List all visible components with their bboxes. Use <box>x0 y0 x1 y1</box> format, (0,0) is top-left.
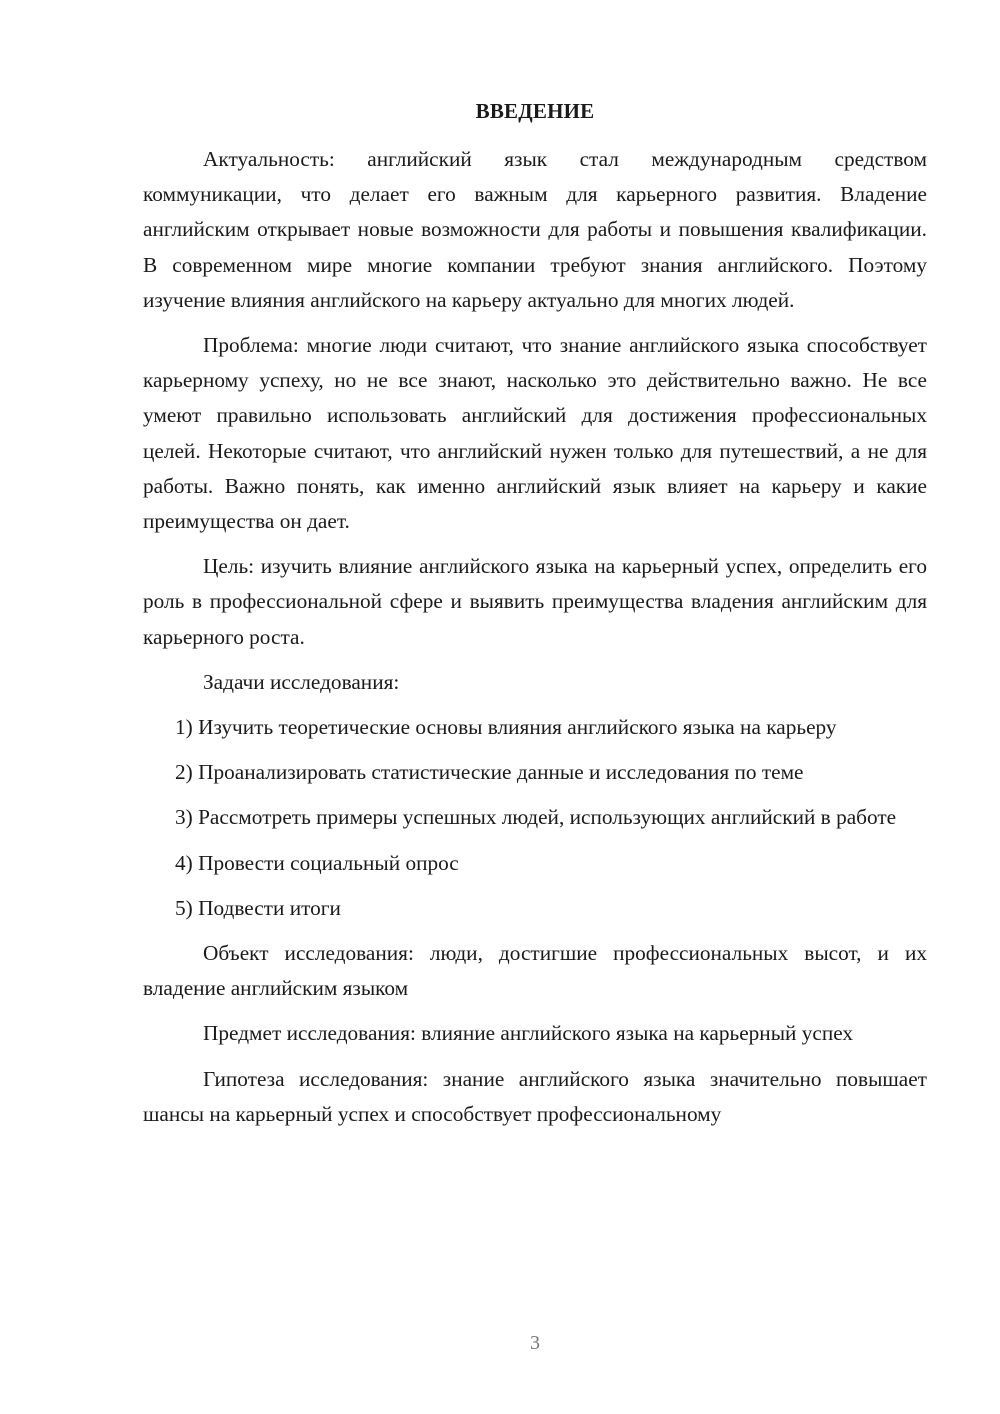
task-item: 5) Подвести итоги <box>175 895 341 920</box>
tasks-heading: Задачи исследования: <box>203 669 400 694</box>
paragraph-goal: Цель: изучить влияние английского языка на карьерный успех, определить его роль в профессиональной сфере и выявить преимущества владения английским для карьерного роста. <box>143 554 927 649</box>
paragraph-hypothesis: Гипотеза исследования: знание английского языка значительно повышает шансы на карьерный успех и способствует профессиональному <box>143 1066 927 1126</box>
paragraph-object: Объект исследования: люди, достигшие профессиональных высот, и их владение английским языком <box>143 941 927 1001</box>
paragraph-subject: Предмет исследования: влияние английского языка на карьерный успех <box>203 1021 854 1046</box>
task-item: 2) Проанализировать статистические данные и исследования по теме <box>175 760 804 785</box>
page-number: 3 <box>530 1332 540 1354</box>
paragraph-relevance: Актуальность: английский язык стал международным средством коммуникации, что делает его важным для карьерного развития. Владение английским открывает новые возможности для работы и повышения квалификации. В современном мире многие компании требуют знания английского. Поэтому изучение влияния английского на карьеру актуально для многих людей. <box>143 147 927 312</box>
document-body <box>143 142 927 1142</box>
task-item: 3) Рассмотреть примеры успешных людей, использующих английский в работе <box>175 805 897 830</box>
task-item: 1) Изучить теоретические основы влияния английского языка на карьеру <box>175 715 837 740</box>
task-item: 4) Провести социальный опрос <box>175 850 459 875</box>
paragraph-problem: Проблема: многие люди считают, что знание английского языка способствует карьерному успеху, но не все знают, насколько это действительно важно. Не все умеют правильно использовать английский для достижения профессиональных целей. Некоторые считают, что английский нужен только для путешествий, а не для работы. Важно понять, как именно английский язык влияет на карьеру и какие преимущества он дает. <box>143 333 927 534</box>
page-title: ВВЕДЕНИЕ <box>475 99 595 123</box>
